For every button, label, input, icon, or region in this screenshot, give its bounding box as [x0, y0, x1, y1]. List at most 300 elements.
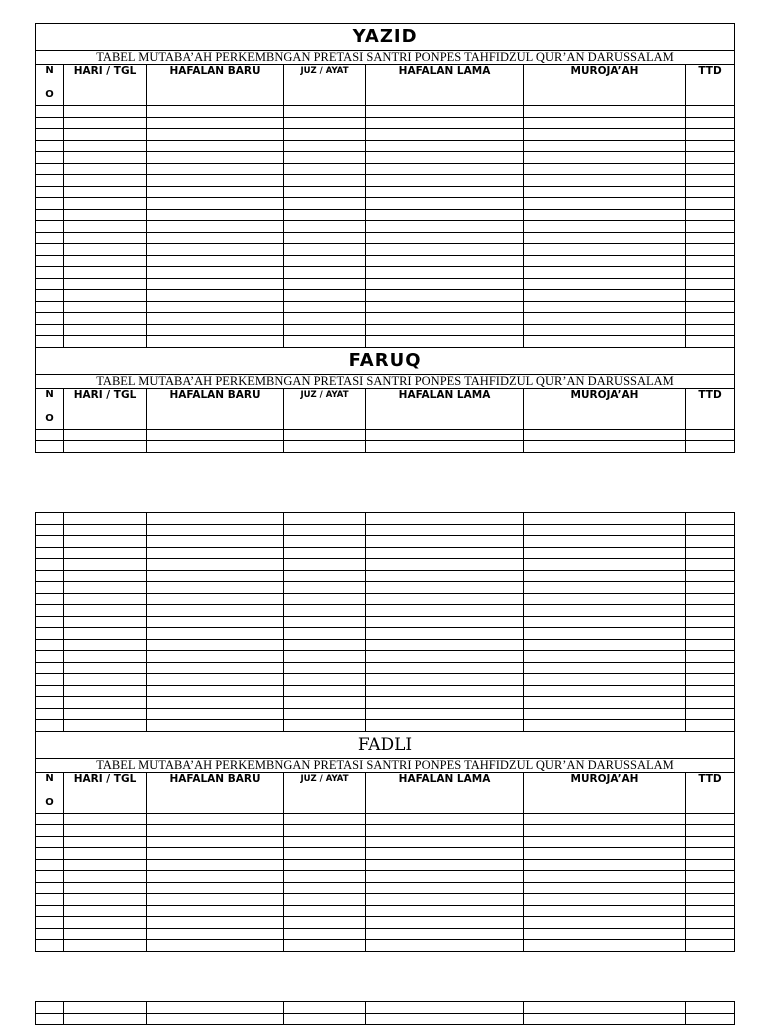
table-row — [36, 917, 735, 929]
table-cell — [36, 209, 64, 221]
table-cell — [36, 244, 64, 256]
table-cell — [524, 859, 686, 871]
col-hari-tgl-header: HARI / TGL — [64, 388, 147, 429]
table-cell — [686, 628, 735, 640]
table-cell — [64, 336, 147, 348]
table-cell — [366, 175, 524, 187]
table-cell — [64, 917, 147, 929]
santri-name: FARUQ — [36, 347, 735, 374]
table-cell — [64, 836, 147, 848]
table-cell — [36, 651, 64, 663]
col-hafalan-baru-header: HAFALAN BARU — [147, 772, 284, 813]
table-cell — [36, 513, 64, 525]
subtitle-row — [36, 758, 735, 772]
table-cell — [686, 163, 735, 175]
table-cell — [284, 186, 366, 198]
table-cell — [36, 232, 64, 244]
table-cell — [686, 593, 735, 605]
table-cell — [36, 301, 64, 313]
table-cell — [36, 708, 64, 720]
table-cell — [284, 152, 366, 164]
table-cell — [524, 628, 686, 640]
table-cell — [284, 324, 366, 336]
table-cell — [366, 209, 524, 221]
table-cell — [366, 244, 524, 256]
table-row — [36, 198, 735, 210]
table-cell — [284, 674, 366, 686]
table-cell — [524, 1013, 686, 1025]
table-row — [36, 278, 735, 290]
table-row — [36, 301, 735, 313]
santri-name: FADLI — [36, 731, 735, 758]
table-cell — [366, 882, 524, 894]
table-cell — [524, 651, 686, 663]
table-yazid — [35, 23, 735, 453]
table-row — [36, 616, 735, 628]
table-cell — [147, 441, 284, 453]
table-row — [36, 662, 735, 674]
table-cell — [284, 917, 366, 929]
table-cell — [147, 685, 284, 697]
table-cell — [366, 639, 524, 651]
table-cell — [36, 582, 64, 594]
table-cell — [284, 267, 366, 279]
table-row — [36, 1002, 735, 1014]
table-cell — [284, 232, 366, 244]
table-cell — [64, 628, 147, 640]
table-cell — [524, 570, 686, 582]
table-cell — [686, 267, 735, 279]
table-cell — [36, 871, 64, 883]
table-cell — [36, 278, 64, 290]
table-cell — [366, 825, 524, 837]
table-subtitle: TABEL MUTABA’AH PERKEMBNGAN PRETASI SANTRI PONPES TAHFIDZUL QUR’AN DARUSSALAM — [36, 51, 735, 65]
table-cell — [147, 848, 284, 860]
table-cell — [686, 221, 735, 233]
table-cell — [36, 859, 64, 871]
table-cell — [686, 940, 735, 952]
col-juz-ayat-header: JUZ / AYAT — [284, 65, 366, 106]
table-cell — [524, 267, 686, 279]
table-cell — [64, 117, 147, 129]
table-cell — [366, 1013, 524, 1025]
table-cell — [284, 129, 366, 141]
table-row — [36, 536, 735, 548]
table-row — [36, 140, 735, 152]
table-cell — [147, 152, 284, 164]
table-cell — [524, 871, 686, 883]
table-cell — [64, 813, 147, 825]
table-cell — [686, 639, 735, 651]
table-cell — [284, 859, 366, 871]
table-cell — [366, 720, 524, 732]
table-cell — [366, 662, 524, 674]
table-cell — [366, 163, 524, 175]
table-cell — [36, 813, 64, 825]
table-cell — [524, 175, 686, 187]
table-cell — [686, 129, 735, 141]
table-cell — [366, 685, 524, 697]
table-row — [36, 582, 735, 594]
table-cell — [686, 313, 735, 325]
table-cell — [524, 278, 686, 290]
table-cell — [147, 639, 284, 651]
table-cell — [686, 186, 735, 198]
table-cell — [366, 117, 524, 129]
table-row — [36, 559, 735, 571]
table-cell — [524, 559, 686, 571]
table-cell — [524, 129, 686, 141]
table-cell — [36, 163, 64, 175]
table-cell — [524, 524, 686, 536]
table-cell — [524, 290, 686, 302]
table-cell — [284, 441, 366, 453]
table-cell — [284, 593, 366, 605]
table-row — [36, 708, 735, 720]
table-cell — [64, 221, 147, 233]
table-cell — [284, 140, 366, 152]
table-cell — [36, 848, 64, 860]
table-cell — [366, 313, 524, 325]
table-cell — [524, 825, 686, 837]
table-cell — [524, 940, 686, 952]
table-cell — [147, 559, 284, 571]
table-row — [36, 106, 735, 118]
table-cell — [36, 928, 64, 940]
table-cell — [36, 605, 64, 617]
table-cell — [36, 129, 64, 141]
table-cell — [36, 336, 64, 348]
table-cell — [524, 882, 686, 894]
table-row — [36, 894, 735, 906]
table-row — [36, 871, 735, 883]
table-cell — [524, 674, 686, 686]
table-cell — [36, 882, 64, 894]
table-cell — [147, 140, 284, 152]
table-cell — [284, 628, 366, 640]
table-row — [36, 429, 735, 441]
table-cell — [147, 662, 284, 674]
table-cell — [524, 928, 686, 940]
header-row — [36, 772, 735, 813]
table-cell — [366, 267, 524, 279]
table-cell — [524, 244, 686, 256]
name-row — [36, 347, 735, 374]
col-no-header: N O — [36, 772, 64, 813]
table-cell — [284, 278, 366, 290]
table-cell — [64, 905, 147, 917]
table-cell — [686, 152, 735, 164]
table-cell — [686, 674, 735, 686]
table-cell — [64, 639, 147, 651]
table-cell — [147, 536, 284, 548]
table-cell — [366, 232, 524, 244]
table-cell — [686, 429, 735, 441]
table-cell — [686, 894, 735, 906]
table-cell — [64, 524, 147, 536]
table-cell — [64, 175, 147, 187]
col-juz-ayat-header: JUZ / AYAT — [284, 388, 366, 429]
table-cell — [524, 324, 686, 336]
table-cell — [524, 894, 686, 906]
table-cell — [36, 106, 64, 118]
table-cell — [147, 244, 284, 256]
table-cell — [284, 928, 366, 940]
table-cell — [284, 163, 366, 175]
table-row — [36, 324, 735, 336]
table-cell — [64, 1002, 147, 1014]
table-cell — [64, 301, 147, 313]
table-cell — [36, 917, 64, 929]
table-cell — [64, 859, 147, 871]
table-cell — [36, 639, 64, 651]
table-cell — [524, 905, 686, 917]
table-cell — [36, 685, 64, 697]
table-row — [36, 639, 735, 651]
table-cell — [64, 882, 147, 894]
table-cell — [147, 570, 284, 582]
table-cell — [524, 232, 686, 244]
table-cell — [36, 175, 64, 187]
col-hafalan-lama-header: HAFALAN LAMA — [366, 65, 524, 106]
table-cell — [524, 697, 686, 709]
table-cell — [686, 290, 735, 302]
table-row — [36, 209, 735, 221]
table-cell — [524, 536, 686, 548]
table-cell — [147, 209, 284, 221]
table-row — [36, 513, 735, 525]
table-cell — [366, 651, 524, 663]
table-cell — [64, 570, 147, 582]
table-cell — [366, 813, 524, 825]
table-cell — [147, 593, 284, 605]
table-cell — [284, 244, 366, 256]
table-cell — [36, 547, 64, 559]
table-cell — [284, 605, 366, 617]
table-row — [36, 163, 735, 175]
table-row — [36, 175, 735, 187]
table-cell — [64, 582, 147, 594]
name-row — [36, 24, 735, 51]
table-cell — [64, 1013, 147, 1025]
table-continuation — [35, 1001, 735, 1025]
header-row — [36, 65, 735, 106]
table-cell — [366, 221, 524, 233]
table-cell — [524, 848, 686, 860]
table-cell — [366, 336, 524, 348]
table-cell — [284, 336, 366, 348]
table-cell — [147, 1013, 284, 1025]
table-cell — [284, 117, 366, 129]
table-cell — [686, 198, 735, 210]
table-cell — [524, 209, 686, 221]
table-cell — [524, 836, 686, 848]
table-cell — [147, 313, 284, 325]
table-cell — [366, 441, 524, 453]
table-cell — [686, 720, 735, 732]
table-cell — [284, 685, 366, 697]
table-cell — [64, 255, 147, 267]
table-cell — [64, 209, 147, 221]
table-row — [36, 628, 735, 640]
table-row — [36, 813, 735, 825]
table-cell — [36, 1002, 64, 1014]
table-cell — [686, 616, 735, 628]
table-cell — [686, 905, 735, 917]
table-cell — [64, 106, 147, 118]
table-cell — [147, 198, 284, 210]
table-cell — [686, 882, 735, 894]
table-cell — [686, 140, 735, 152]
table-cell — [64, 674, 147, 686]
table-cell — [284, 106, 366, 118]
table-cell — [64, 140, 147, 152]
table-cell — [686, 708, 735, 720]
table-cell — [284, 1002, 366, 1014]
table-cell — [524, 313, 686, 325]
table-cell — [147, 940, 284, 952]
table-cell — [36, 290, 64, 302]
table-cell — [64, 198, 147, 210]
table-cell — [36, 324, 64, 336]
table-cell — [686, 117, 735, 129]
table-cell — [64, 152, 147, 164]
table-cell — [524, 198, 686, 210]
table-cell — [147, 917, 284, 929]
table-cell — [147, 651, 284, 663]
table-cell — [366, 536, 524, 548]
table-cell — [524, 106, 686, 118]
table-cell — [366, 324, 524, 336]
table-cell — [64, 278, 147, 290]
table-cell — [686, 441, 735, 453]
table-row — [36, 441, 735, 453]
table-cell — [64, 894, 147, 906]
table-cell — [366, 186, 524, 198]
table-cell — [36, 825, 64, 837]
table-cell — [147, 859, 284, 871]
table-cell — [64, 163, 147, 175]
table-cell — [366, 559, 524, 571]
table-cell — [36, 905, 64, 917]
col-ttd-header: TTD — [686, 65, 735, 106]
table-row — [36, 685, 735, 697]
table-cell — [524, 708, 686, 720]
table-cell — [524, 513, 686, 525]
table-cell — [686, 1002, 735, 1014]
table-cell — [686, 324, 735, 336]
table-row — [36, 674, 735, 686]
table-row — [36, 221, 735, 233]
table-cell — [64, 536, 147, 548]
table-cell — [36, 674, 64, 686]
table-cell — [147, 513, 284, 525]
table-cell — [147, 221, 284, 233]
table-cell — [64, 547, 147, 559]
table-cell — [36, 940, 64, 952]
table-cell — [64, 940, 147, 952]
table-cell — [64, 616, 147, 628]
table-cell — [147, 720, 284, 732]
table-cell — [147, 871, 284, 883]
table-row — [36, 313, 735, 325]
table-cell — [524, 163, 686, 175]
table-cell — [36, 313, 64, 325]
table-cell — [524, 301, 686, 313]
table-cell — [686, 836, 735, 848]
table-cell — [524, 152, 686, 164]
table-cell — [147, 117, 284, 129]
table-cell — [64, 825, 147, 837]
table-cell — [64, 593, 147, 605]
table-cell — [284, 616, 366, 628]
table-cell — [147, 232, 284, 244]
table-row — [36, 570, 735, 582]
table-row — [36, 129, 735, 141]
table-row — [36, 290, 735, 302]
table-cell — [366, 674, 524, 686]
table-cell — [64, 129, 147, 141]
table-cell — [686, 570, 735, 582]
table-cell — [366, 255, 524, 267]
table-cell — [147, 278, 284, 290]
table-cell — [366, 278, 524, 290]
table-cell — [64, 186, 147, 198]
table-row — [36, 605, 735, 617]
table-row — [36, 697, 735, 709]
table-cell — [284, 559, 366, 571]
table-cell — [36, 616, 64, 628]
table-cell — [284, 836, 366, 848]
table-cell — [64, 662, 147, 674]
table-cell — [147, 255, 284, 267]
table-cell — [366, 708, 524, 720]
col-hari-tgl-header: HARI / TGL — [64, 772, 147, 813]
table-cell — [284, 697, 366, 709]
table-row — [36, 882, 735, 894]
table-cell — [284, 313, 366, 325]
table-cell — [366, 905, 524, 917]
table-cell — [147, 813, 284, 825]
table-cell — [64, 441, 147, 453]
table-cell — [64, 708, 147, 720]
table-cell — [524, 593, 686, 605]
table-cell — [147, 324, 284, 336]
col-hari-tgl-header: HARI / TGL — [64, 65, 147, 106]
table-cell — [284, 524, 366, 536]
table-cell — [524, 662, 686, 674]
table-row — [36, 848, 735, 860]
col-ttd-header: TTD — [686, 388, 735, 429]
table-row — [36, 928, 735, 940]
table-cell — [284, 871, 366, 883]
table-cell — [284, 1013, 366, 1025]
table-cell — [64, 871, 147, 883]
table-cell — [686, 232, 735, 244]
table-subtitle: TABEL MUTABA’AH PERKEMBNGAN PRETASI SANTRI PONPES TAHFIDZUL QUR’AN DARUSSALAM — [36, 374, 735, 388]
table-cell — [524, 582, 686, 594]
col-hafalan-lama-header: HAFALAN LAMA — [366, 388, 524, 429]
table-cell — [366, 152, 524, 164]
table-cell — [147, 882, 284, 894]
table-cell — [686, 859, 735, 871]
table-cell — [366, 524, 524, 536]
table-cell — [36, 221, 64, 233]
table-cell — [686, 209, 735, 221]
table-cell — [147, 336, 284, 348]
col-ttd-header: TTD — [686, 772, 735, 813]
table-cell — [147, 582, 284, 594]
